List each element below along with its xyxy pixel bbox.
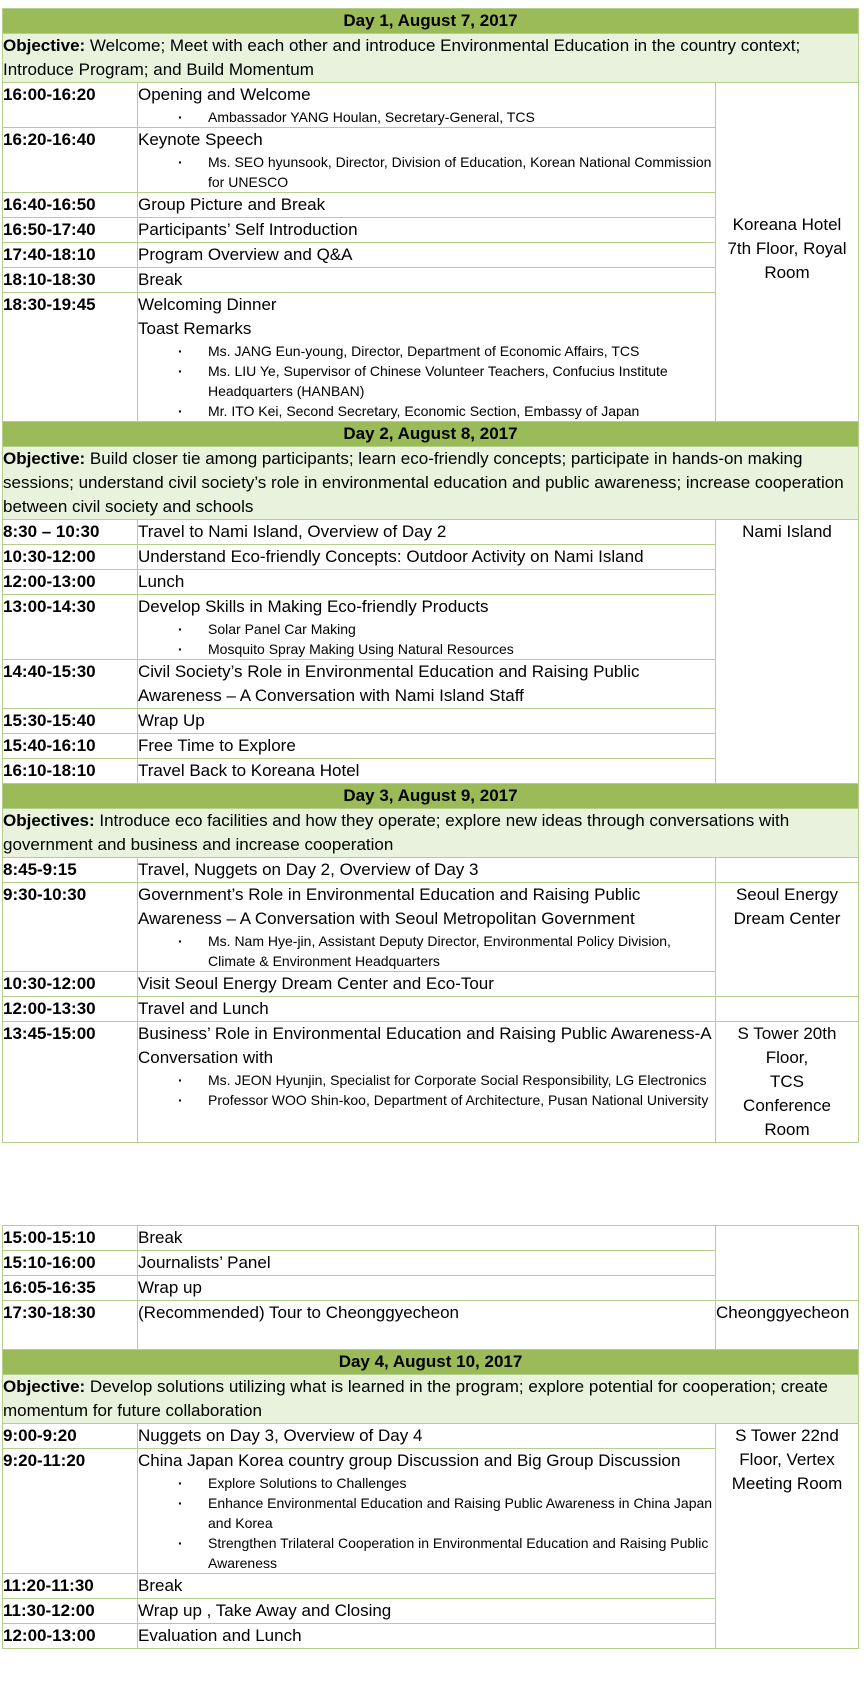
activity-cell [138,1449,716,1574]
activity-title: Welcoming Dinner [138,295,277,314]
time-cell: 9:30-10:30 [3,883,138,972]
day4-objective-row [3,1375,859,1424]
day3-header: Day 3, August 9, 2017 [3,784,859,809]
objective-label: Objective: [3,1377,86,1396]
activity-cell: Travel Back to Koreana Hotel [138,759,716,784]
venue-line: S Tower 20th [737,1024,837,1043]
venue-line: 7th Floor, Royal [727,239,847,258]
activity-cell: Travel, Nuggets on Day 2, Overview of Day 3 [138,858,716,883]
venue-cell: Cheonggyecheon [716,1301,859,1350]
venue-line: Floor, Vertex [739,1450,835,1469]
activity-cell: Break [138,1226,716,1251]
speaker-item: · Ambassador YANG Houlan, Secretary-General, TCS [208,107,715,127]
speaker-list [138,1070,715,1110]
table-row [3,858,859,883]
venue-line: Koreana Hotel [732,215,842,234]
day2-header-row [3,422,859,447]
schedule-table-continued [2,1225,859,1649]
discussion-item: · Strengthen Trilateral Cooperation in Environmental Education and Raising Public Awareness [208,1533,715,1573]
activity-cell: Visit Seoul Energy Dream Center and Eco-Tour [138,972,716,997]
day2-objective [3,447,859,520]
activity-title: China Japan Korea country group Discussion and Big Group Discussion [138,1451,681,1470]
activity-cell: (Recommended) Tour to Cheonggyecheon [138,1301,716,1350]
day3-venue-stower [716,1022,859,1143]
time-cell: 16:10-18:10 [3,759,138,784]
day1-header-row [3,9,859,34]
time-cell: 15:00-15:10 [3,1226,138,1251]
activity-cell: Program Overview and Q&A [138,243,716,268]
objective-text: Introduce eco facilities and how they operate; explore new ideas through conversations with government and business and increase cooperation [3,811,790,854]
activity-cell: Break [138,1574,716,1599]
time-cell: 15:30-15:40 [3,709,138,734]
time-cell: 12:00-13:00 [3,570,138,595]
time-cell: 10:30-12:00 [3,972,138,997]
activity-cell: Civil Society’s Role in Environmental Education and Raising Public Awareness – A Conversation with Nami Island Staff [138,660,716,709]
venue-line: Conference [743,1096,831,1115]
activity-cell: Wrap Up [138,709,716,734]
time-cell: 13:45-15:00 [3,1022,138,1143]
activity-title: Keynote Speech [138,130,263,149]
speaker-list [138,341,715,421]
activity-title: Develop Skills in Making Eco-friendly Products [138,597,489,616]
activity-title: Opening and Welcome [138,85,311,104]
objective-text: Develop solutions utilizing what is learned in the program; explore potential for cooperation; create momentum for future collaboration [3,1377,828,1420]
day4-header: Day 4, August 10, 2017 [3,1350,859,1375]
session-item: · Solar Panel Car Making [208,619,715,639]
activity-cell [138,128,716,193]
day2-objective-row [3,447,859,520]
discussion-item: · Enhance Environmental Education and Raising Public Awareness in China Japan and Korea [208,1493,715,1533]
objective-label: Objectives: [3,811,95,830]
activity-cell: Understand Eco-friendly Concepts: Outdoor Activity on Nami Island [138,545,716,570]
time-cell: 16:20-16:40 [3,128,138,193]
time-cell: 11:30-12:00 [3,1599,138,1624]
activity-cell: Journalists’ Panel [138,1251,716,1276]
time-cell: 10:30-12:00 [3,545,138,570]
table-row [3,83,859,128]
time-cell: 11:20-11:30 [3,1574,138,1599]
time-cell: 12:00-13:30 [3,997,138,1022]
venue-line: TCS [770,1072,804,1091]
activity-cell [138,1022,716,1143]
activity-cell: Participants’ Self Introduction [138,218,716,243]
activity-title: Business’ Role in Environmental Education and Raising Public Awareness-A Conversation with [138,1024,711,1067]
session-item: · Mosquito Spray Making Using Natural Resources [208,639,715,659]
time-cell: 16:00-16:20 [3,83,138,128]
activity-cell [138,83,716,128]
table-row [3,1226,859,1251]
table-row [3,1424,859,1449]
speaker-item: · Ms. LIU Ye, Supervisor of Chinese Volunteer Teachers, Confucius Institute Headquarters (HANBAN) [208,361,715,401]
time-cell: 15:40-16:10 [3,734,138,759]
day3-header-row [3,784,859,809]
activity-title: Government’s Role in Environmental Education and Raising Public Awareness – A Conversation with Seoul Metropolitan Government [138,885,641,928]
day1-objective-row [3,34,859,83]
activity-cell: Wrap up [138,1276,716,1301]
venue-line: Room [764,1120,810,1139]
day3-venue-energy: Seoul Energy Dream Center [716,883,859,997]
time-cell: 8:45-9:15 [3,858,138,883]
day2-header: Day 2, August 8, 2017 [3,422,859,447]
objective-label: Objective: [3,36,86,55]
venue-line: S Tower 22nd [735,1426,839,1445]
day4-header-row [3,1350,859,1375]
venue-cell-empty [716,997,859,1022]
venue-cell-empty [716,1226,859,1301]
speaker-item: · Ms. JANG Eun-young, Director, Department of Economic Affairs, TCS [208,341,715,361]
speaker-list [138,107,715,127]
activity-cell [138,293,716,422]
objective-text: Build closer tie among participants; learn eco-friendly concepts; participate in hands-on making sessions; understand civil society’s role in environmental education and public awareness; increase cooperation between civil society and schools [3,449,844,516]
time-cell: 16:40-16:50 [3,193,138,218]
activity-cell: Free Time to Explore [138,734,716,759]
activity-cell: Nuggets on Day 3, Overview of Day 4 [138,1424,716,1449]
time-cell: 8:30 – 10:30 [3,520,138,545]
time-cell: 9:00-9:20 [3,1424,138,1449]
time-cell: 14:40-15:30 [3,660,138,709]
table-row [3,997,859,1022]
session-list [138,619,715,659]
table-row [3,883,859,972]
speaker-item: · Ms. JEON Hyunjin, Specialist for Corporate Social Responsibility, LG Electronics [208,1070,715,1090]
activity-subtitle: Toast Remarks [138,319,252,338]
activity-cell: Evaluation and Lunch [138,1624,716,1649]
discussion-item: · Explore Solutions to Challenges [208,1473,715,1493]
venue-line: Meeting Room [731,1474,843,1493]
objective-text: Welcome; Meet with each other and introduce Environmental Education in the country context; Introduce Program; and Build Momentum [3,36,801,79]
time-cell: 13:00-14:30 [3,595,138,660]
table-row [3,520,859,545]
day4-objective [3,1375,859,1424]
speaker-item: · Ms. Nam Hye-jin, Assistant Deputy Director, Environmental Policy Division, Climate & Environment Headquarters [208,931,715,971]
day4-venue-cell [716,1424,859,1649]
activity-cell: Break [138,268,716,293]
day3-objective-row [3,809,859,858]
time-cell: 16:50-17:40 [3,218,138,243]
time-cell: 16:05-16:35 [3,1276,138,1301]
speaker-list [138,931,715,971]
speaker-list [138,152,715,192]
speaker-item: · Mr. ITO Kei, Second Secretary, Economic Section, Embassy of Japan [208,401,715,421]
activity-cell: Lunch [138,570,716,595]
day1-venue-cell [716,83,859,422]
venue-cell-empty [716,858,859,883]
objective-label: Objective: [3,449,86,468]
activity-cell [138,883,716,972]
speaker-item: · Ms. SEO hyunsook, Director, Division of Education, Korean National Commission for UNESCO [208,152,715,192]
activity-cell [138,595,716,660]
day1-header: Day 1, August 7, 2017 [3,9,859,34]
day1-objective [3,34,859,83]
table-row [3,1301,859,1350]
table-row [3,1022,859,1143]
time-cell: 18:30-19:45 [3,293,138,422]
activity-cell: Travel and Lunch [138,997,716,1022]
time-cell: 15:10-16:00 [3,1251,138,1276]
day2-venue-cell: Nami Island [716,520,859,784]
time-cell: 9:20-11:20 [3,1449,138,1574]
time-cell: 12:00-13:00 [3,1624,138,1649]
activity-cell: Travel to Nami Island, Overview of Day 2 [138,520,716,545]
time-cell: 17:40-18:10 [3,243,138,268]
venue-line: Floor, [765,1048,809,1067]
time-cell: 17:30-18:30 [3,1301,138,1350]
time-cell: 18:10-18:30 [3,268,138,293]
speaker-item: · Professor WOO Shin-koo, Department of Architecture, Pusan National University [208,1090,715,1110]
venue-line: Room [764,263,810,282]
day3-objective [3,809,859,858]
discussion-list [138,1473,715,1573]
activity-cell: Wrap up , Take Away and Closing [138,1599,716,1624]
schedule-table-main [2,8,859,1143]
activity-cell: Group Picture and Break [138,193,716,218]
